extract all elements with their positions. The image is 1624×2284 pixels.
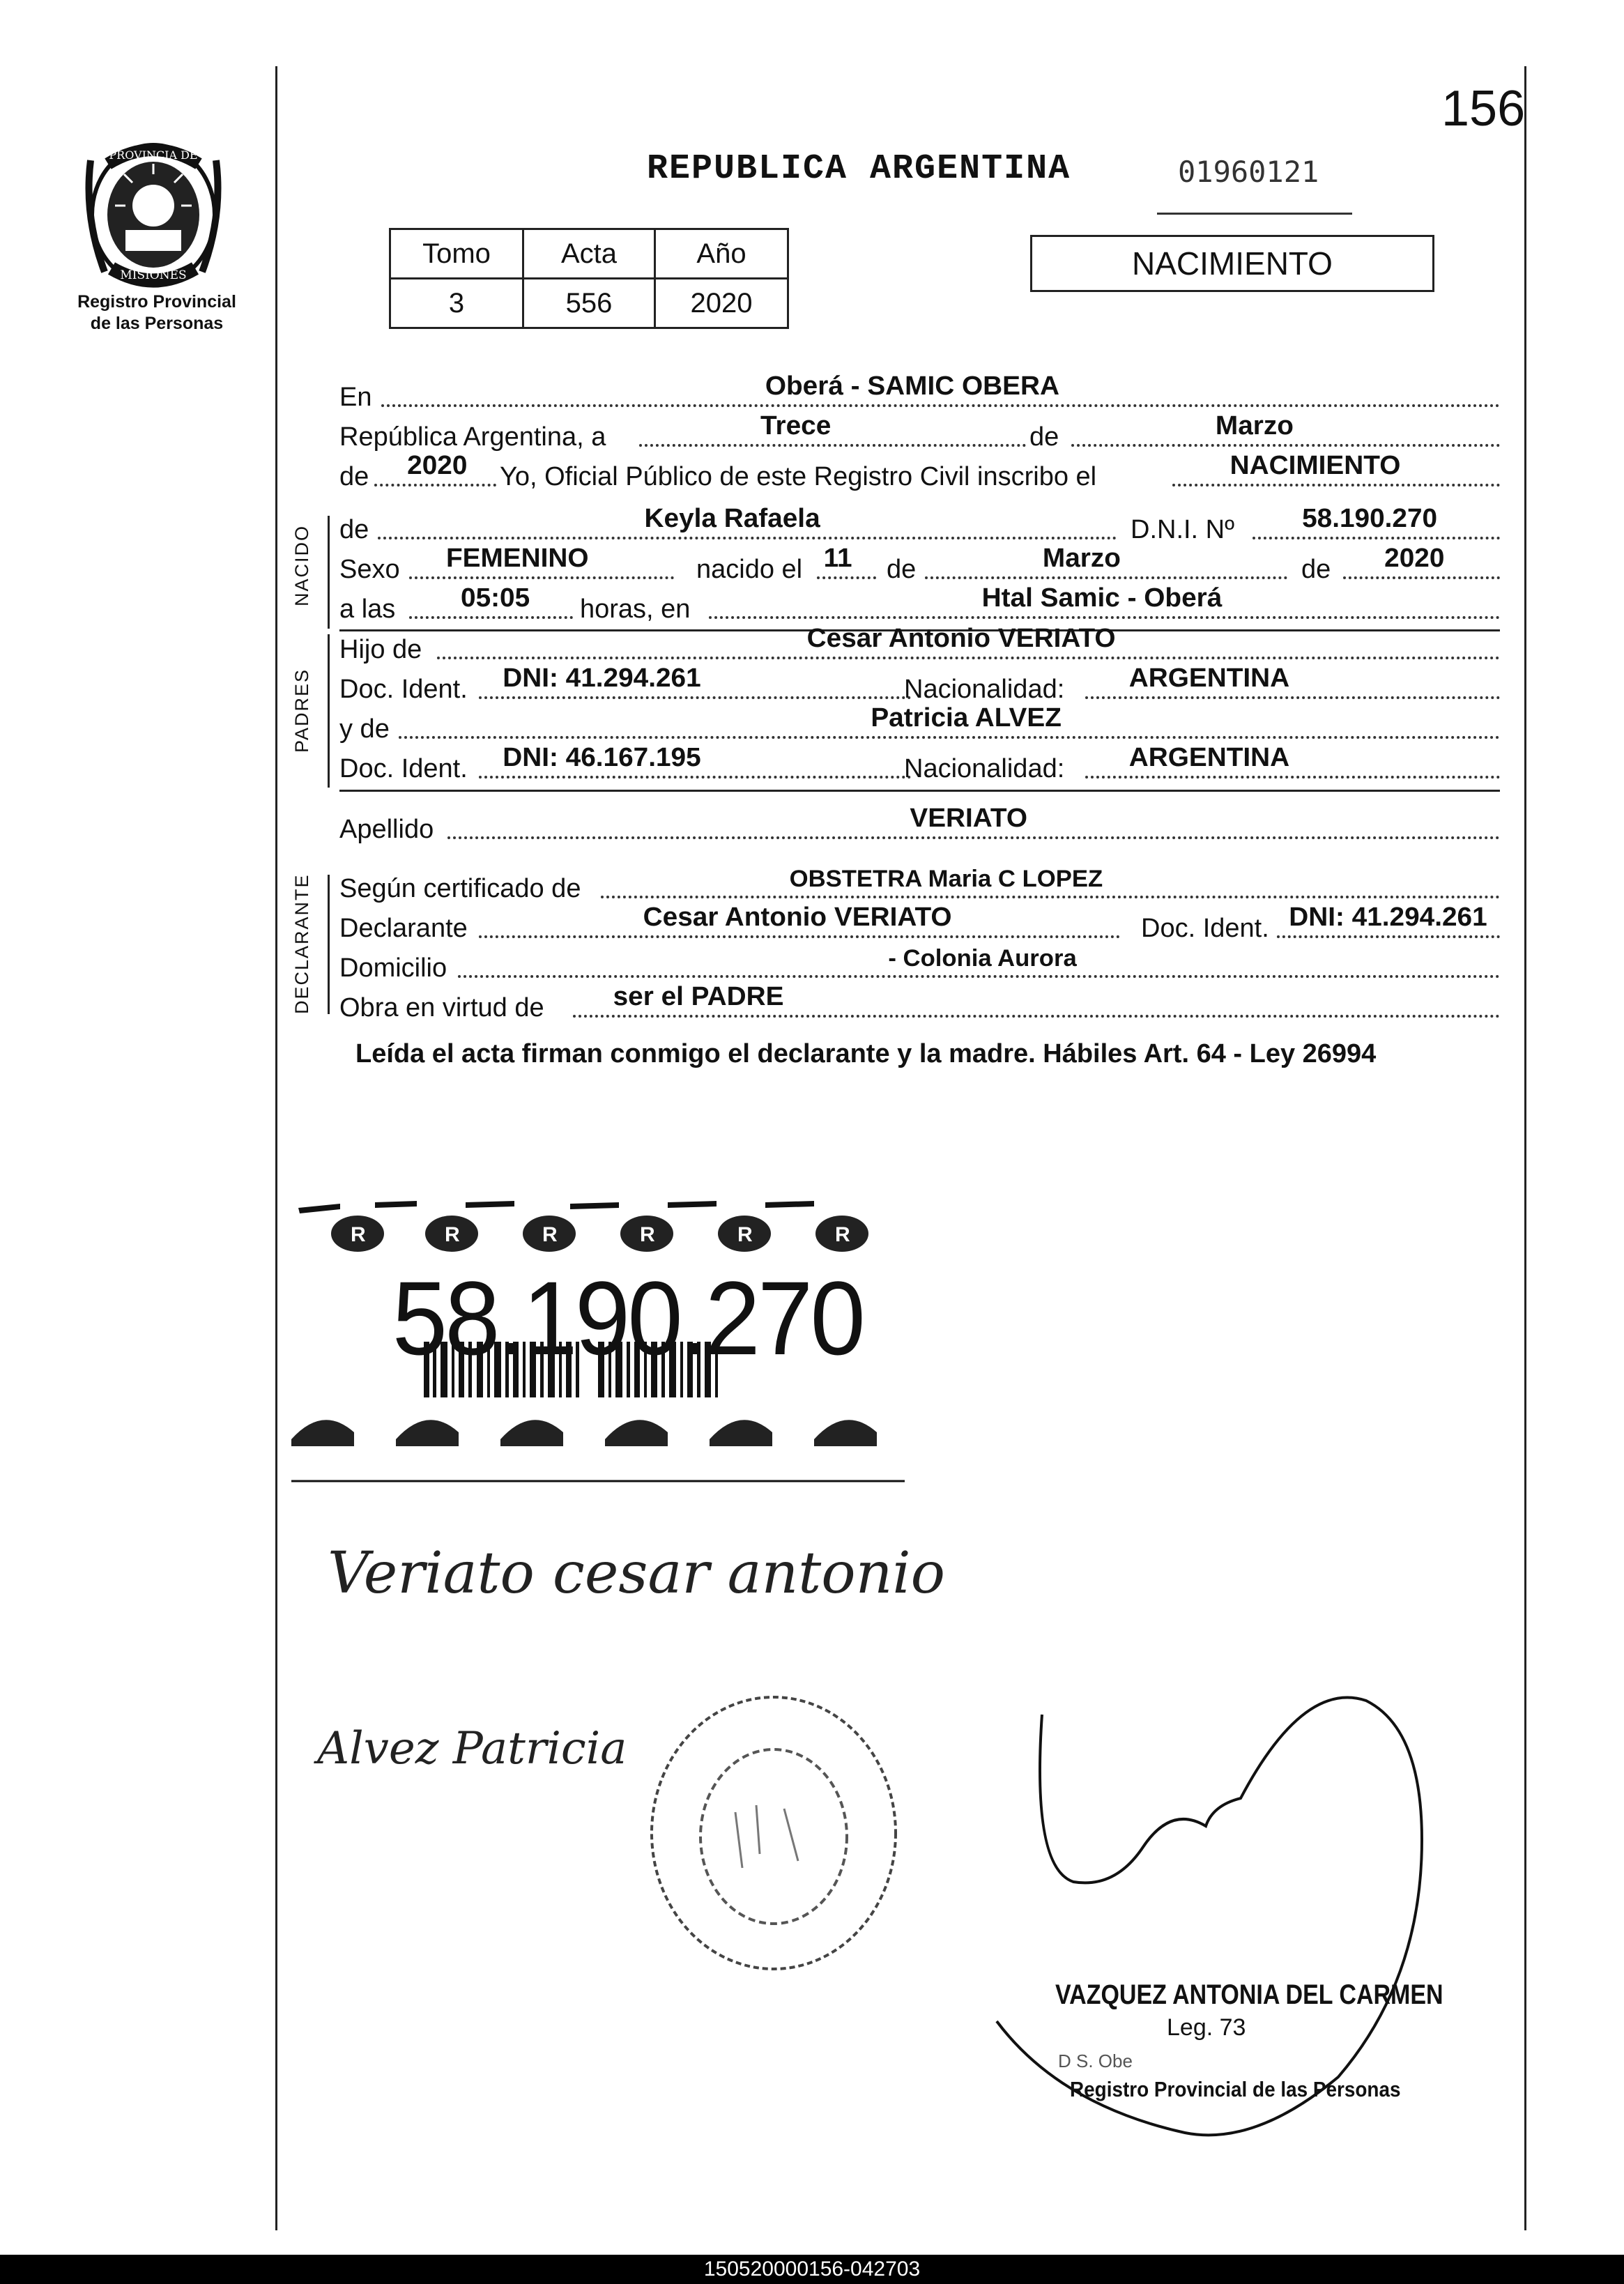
acta-value-acta: 556: [523, 279, 655, 328]
value-padre-doc: DNI: 41.294.261: [503, 664, 701, 693]
madre-signature: [310, 1701, 631, 1805]
row-domicilio: [339, 947, 1500, 985]
acta-header-anio: Año: [655, 229, 788, 279]
row-nacido-nombre: [339, 504, 1500, 546]
acta-table-header-row: [390, 229, 788, 279]
svg-text:PROVINCIA DE: PROVINCIA DE: [109, 148, 198, 162]
label-nacionalidad-madre: Nacionalidad:: [904, 754, 1065, 783]
svg-text:R: R: [542, 1223, 558, 1246]
row-en: [339, 371, 1500, 414]
official-line3: D S. Obe: [1058, 2051, 1133, 2071]
acta-header-acta: Acta: [523, 229, 655, 279]
registry-seal-stamp: [638, 1687, 910, 1979]
row-obra: [339, 982, 1500, 1025]
row-republica: [339, 411, 1500, 454]
official-name: VAZQUEZ ANTONIA DEL CARMEN: [1055, 1979, 1443, 2010]
acta-value-anio: 2020: [655, 279, 788, 328]
row-anio: [339, 451, 1500, 493]
value-obra: ser el PADRE: [613, 982, 784, 1011]
svg-text:R: R: [737, 1223, 753, 1246]
value-hora: 05:05: [461, 583, 530, 613]
divider-padres: [339, 790, 1500, 792]
acta-table: [389, 228, 789, 329]
padres-bracket: [328, 634, 330, 788]
acta-table-value-row: [390, 279, 788, 328]
svg-text:R: R: [835, 1223, 850, 1246]
declarante-bracket: [328, 875, 330, 1014]
value-madre-nac: ARGENTINA: [1128, 743, 1290, 772]
row-madre-doc: [339, 743, 1500, 785]
serial-number: 01960121: [1178, 155, 1319, 189]
label-obra: Obra en virtud de: [339, 993, 544, 1022]
label-apellido: Apellido: [339, 815, 434, 844]
label-a-las: a las: [339, 595, 396, 624]
declarante-signature: [321, 1526, 946, 1617]
label-dni: D.N.I. Nº: [1131, 515, 1234, 544]
footer-code-bar: 150520000156-042703: [0, 2255, 1624, 2284]
svg-text:Veriato cesar antonio: Veriato cesar antonio: [328, 1540, 946, 1607]
row-padre-doc: [339, 664, 1500, 706]
label-de-anio: de: [339, 462, 369, 491]
province-shield-logo: [77, 132, 230, 293]
value-declarante: Cesar Antonio VERIATO: [643, 903, 952, 932]
logo-caption-line2: de las Personas: [90, 314, 224, 333]
country-title: REPUBLICA ARGENTINA: [647, 149, 1071, 189]
row-certificado: [339, 868, 1500, 905]
value-lugar: Oberá - SAMIC OBERA: [765, 371, 1059, 401]
signature-note: Leída el acta firman conmigo el declarante y la madre. Hábiles Art. 64 - Ley 26994: [355, 1039, 1377, 1068]
label-doc-padre: Doc. Ident.: [339, 675, 468, 704]
section-declarante-label: DECLARANTE: [291, 873, 312, 1014]
acta-value-tomo: 3: [390, 279, 523, 328]
logo-caption-line1: Registro Provincial: [77, 292, 236, 312]
label-oficial: Yo, Oficial Público de este Registro Civil inscribo el: [500, 462, 1097, 491]
serial-underline: [1157, 213, 1352, 215]
label-certificado: Según certificado de: [339, 874, 581, 903]
svg-text:MISIONES: MISIONES: [120, 268, 187, 282]
section-nacido-label: NACIDO: [291, 524, 312, 606]
row-declarante: [339, 903, 1500, 945]
svg-text:R: R: [351, 1223, 366, 1246]
label-de-nombre: de: [339, 515, 369, 544]
label-republica: República Argentina, a: [339, 422, 606, 452]
value-certificado: OBSTETRA Maria C LOPEZ: [789, 866, 1103, 892]
nacido-bracket: [328, 516, 330, 629]
label-domicilio: Domicilio: [339, 953, 447, 983]
row-apellido: [339, 804, 1500, 846]
label-de-mes: de: [1029, 422, 1059, 452]
official-legajo: Leg. 73: [1167, 2014, 1246, 2041]
acta-header-tomo: Tomo: [390, 229, 523, 279]
section-padres-label: PADRES: [291, 668, 312, 753]
label-y-de: y de: [339, 714, 390, 744]
value-anio: 2020: [407, 451, 468, 480]
svg-text:R: R: [445, 1223, 460, 1246]
value-mes: Marzo: [1215, 411, 1294, 440]
left-margin-line: [275, 66, 277, 2230]
row-hora: [339, 583, 1500, 626]
value-madre-doc: DNI: 46.167.195: [503, 743, 701, 772]
value-nacido-mes: Marzo: [1042, 544, 1121, 573]
value-lugar-nac: Htal Samic - Oberá: [981, 583, 1223, 613]
value-nombre: Keyla Rafaela: [644, 504, 820, 533]
row-hijo-de: [339, 624, 1500, 666]
label-de-anio-nac: de: [1301, 555, 1331, 584]
row-sexo: [339, 544, 1500, 586]
label-declarante: Declarante: [339, 914, 468, 943]
value-padre-nac: ARGENTINA: [1128, 664, 1290, 693]
sticker-dni-number: 58.190.270: [392, 1259, 863, 1377]
record-type-box: NACIMIENTO: [1030, 235, 1434, 292]
label-nacionalidad-padre: Nacionalidad:: [904, 675, 1065, 704]
value-dni: 58.190.270: [1302, 504, 1438, 533]
value-madre: Patricia ALVEZ: [871, 703, 1062, 733]
value-nacido-anio: 2020: [1384, 544, 1445, 573]
page-number: 156: [1441, 81, 1526, 137]
value-sexo: FEMENINO: [445, 544, 589, 573]
value-nacido-dia: 11: [823, 544, 852, 573]
value-apellido: VERIATO: [910, 804, 1028, 833]
value-padre: Cesar Antonio VERIATO: [806, 624, 1116, 653]
label-doc-madre: Doc. Ident.: [339, 754, 468, 783]
label-sexo: Sexo: [339, 555, 400, 584]
svg-text:R: R: [640, 1223, 655, 1246]
right-margin-line: [1524, 66, 1526, 2230]
official-institution: Registro Provincial de las Personas: [1070, 2077, 1401, 2101]
label-nacido-el: nacido el: [696, 555, 803, 584]
row-y-de: [339, 703, 1500, 746]
logo-caption: [56, 291, 258, 335]
label-doc-declarante: Doc. Ident.: [1141, 914, 1269, 943]
label-de-mes-nac: de: [887, 555, 917, 584]
svg-text:Alvez Patricia: Alvez Patricia: [317, 1723, 627, 1775]
value-dia: Trece: [760, 411, 832, 440]
value-domicilio: - Colonia Aurora: [888, 945, 1077, 972]
label-horas-en: horas, en: [580, 595, 691, 624]
value-doc-declarante: DNI: 41.294.261: [1289, 903, 1487, 932]
label-en: En: [339, 383, 372, 412]
value-acto: NACIMIENTO: [1230, 451, 1401, 480]
label-hijo-de: Hijo de: [339, 635, 422, 664]
